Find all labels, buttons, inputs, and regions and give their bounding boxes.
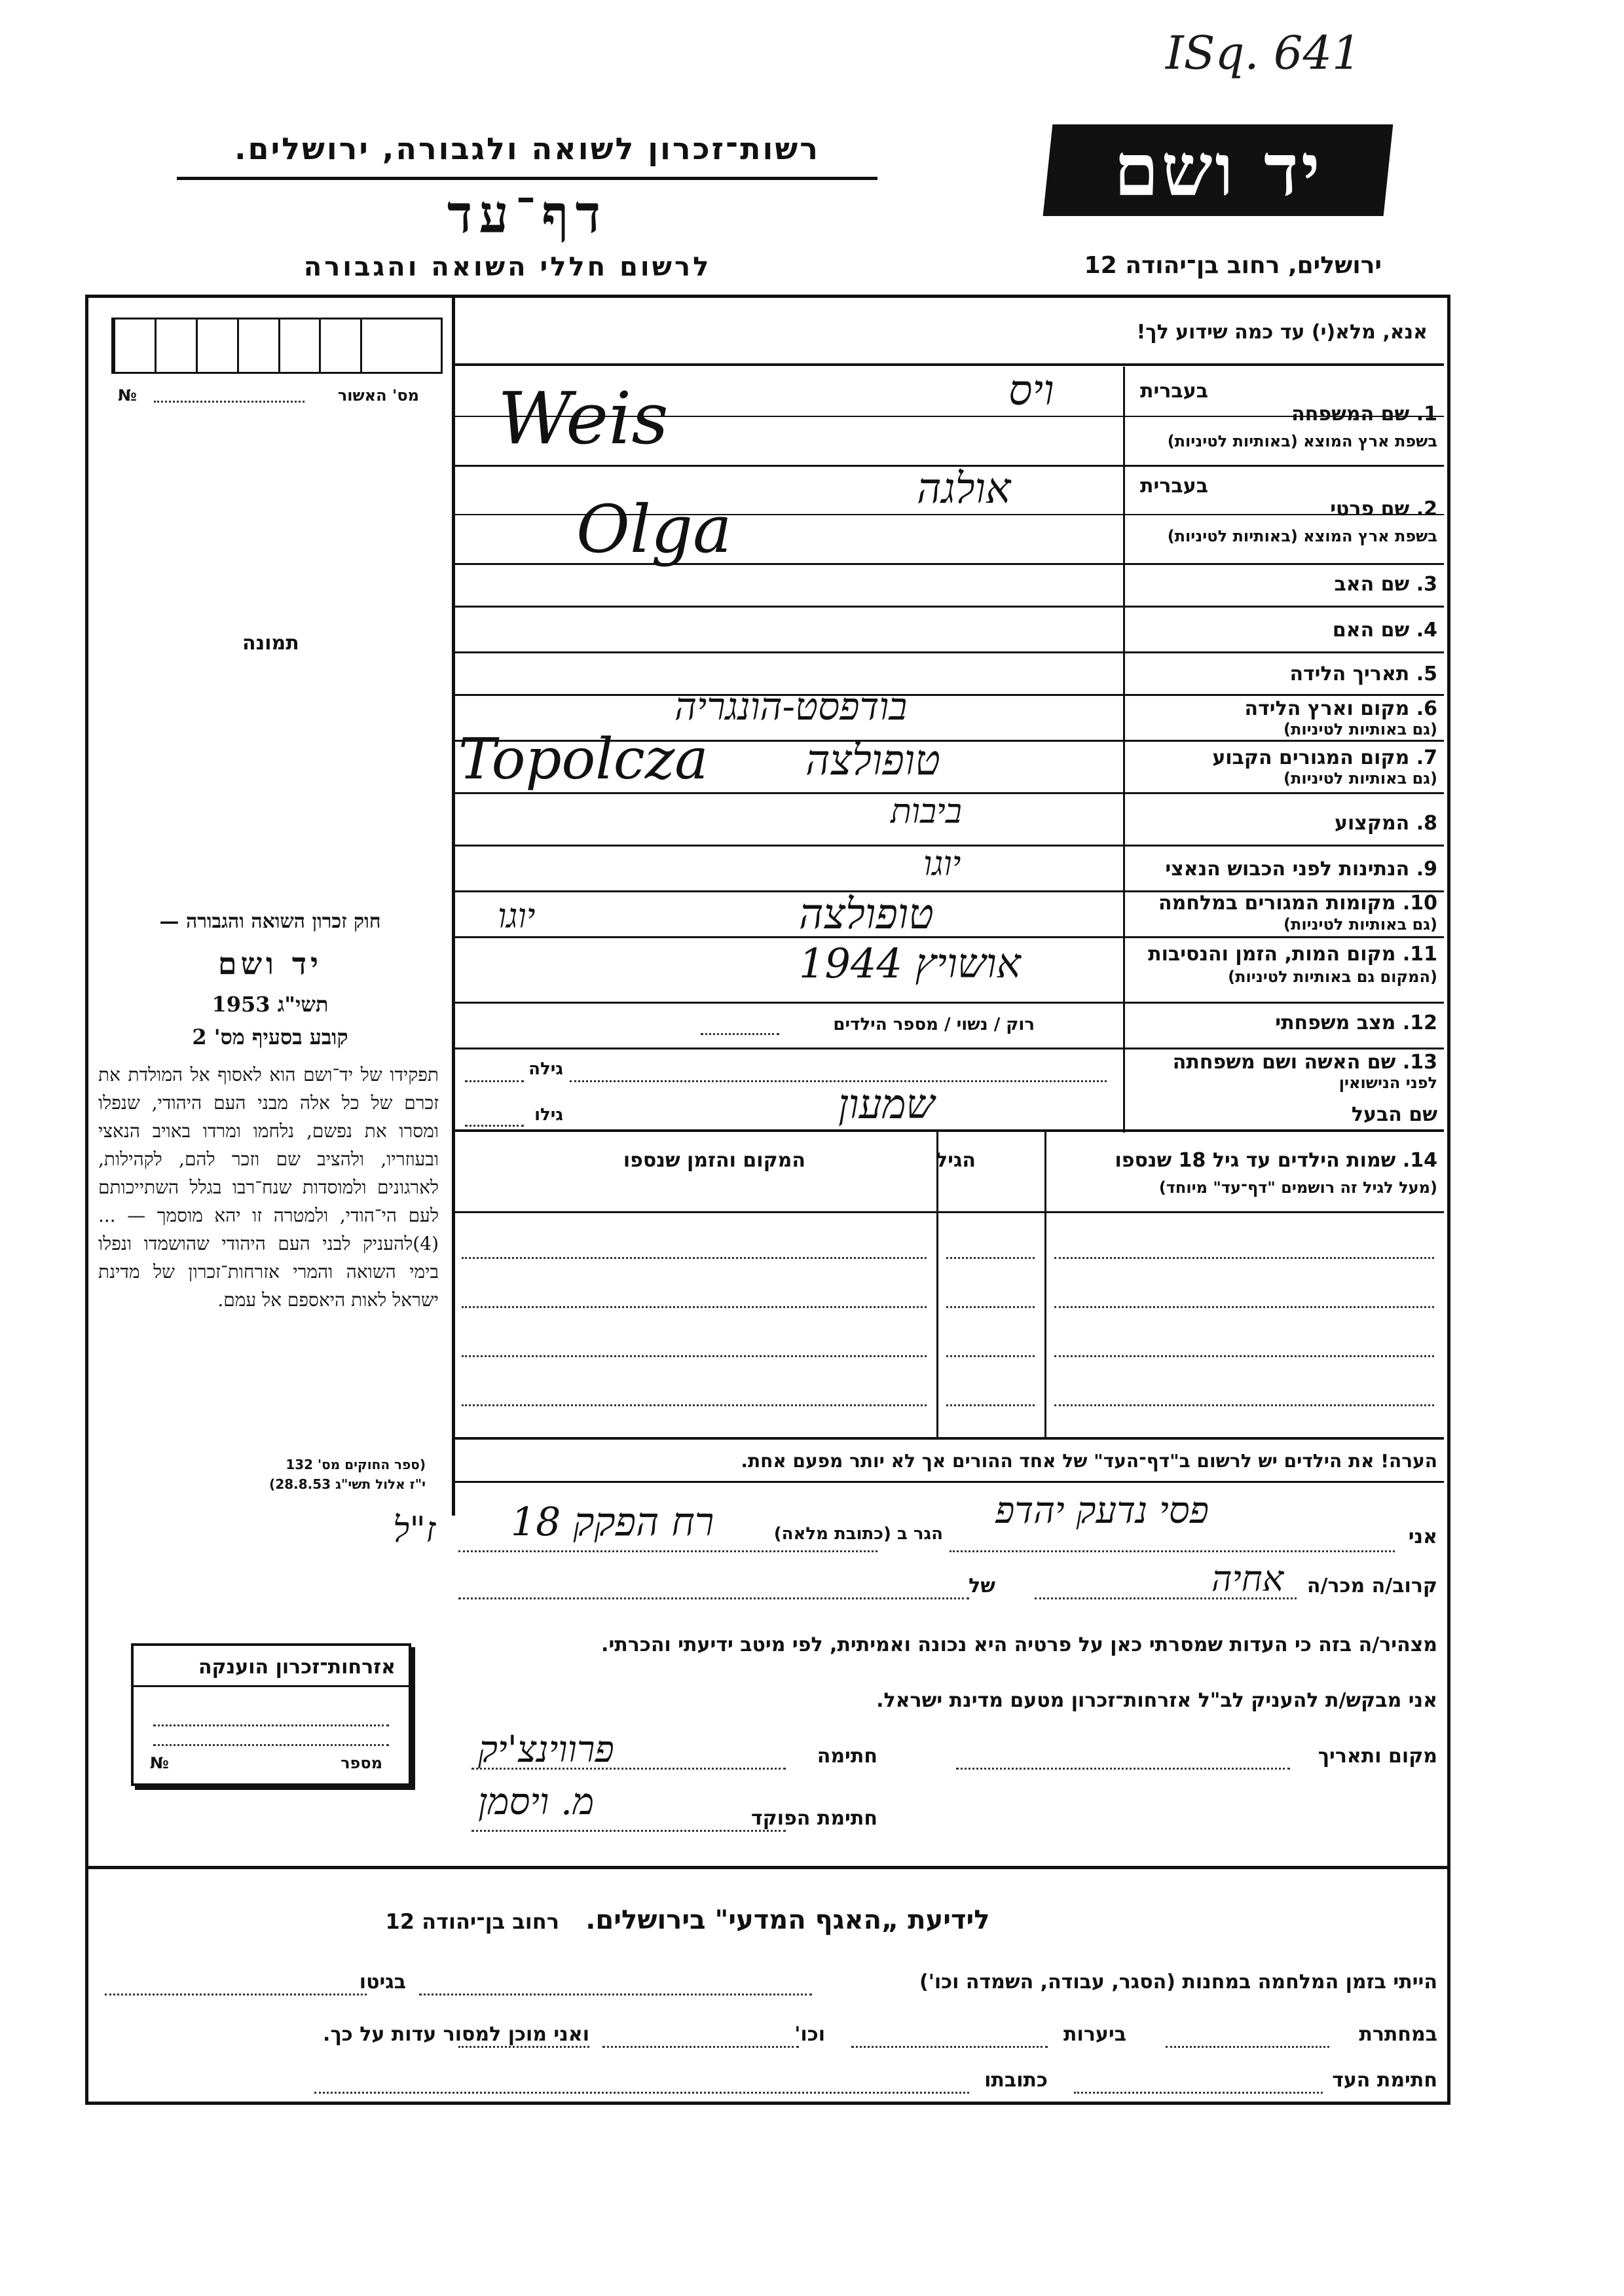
address: ירושלים, רחוב בן־יהודה 12 bbox=[1084, 252, 1382, 279]
law-clause: קובע בסעיף מס' 2 bbox=[192, 1025, 348, 1049]
logo-text: יד ושם bbox=[1113, 128, 1323, 212]
children-header-line bbox=[936, 1211, 1444, 1213]
note-line bbox=[452, 1481, 1444, 1483]
row-line bbox=[452, 651, 1444, 653]
signature-line bbox=[471, 1768, 786, 1770]
citizenship-title: אזרחות־זכרון הוענקה bbox=[198, 1656, 396, 1679]
law-year: תשי"ג 1953 bbox=[212, 992, 329, 1017]
approval-line bbox=[154, 401, 304, 403]
in-hebrew-label-2: בעברית bbox=[1140, 475, 1208, 498]
approval-boxes bbox=[111, 318, 443, 374]
child-row-line bbox=[462, 1306, 927, 1308]
label-column-divider bbox=[1123, 367, 1125, 1133]
ghetto-fill-line bbox=[105, 1994, 367, 1995]
instruction: אנא, מלא(י) עד כמה שידוע לך! bbox=[1136, 321, 1428, 344]
birth-place-sub: (גם באותיות לטיניות) bbox=[1283, 720, 1437, 738]
forests-label: ביערות bbox=[1063, 2023, 1126, 2046]
first-name-sub: בשפת ארץ המוצא (באותיות לטיניות) bbox=[1167, 527, 1437, 545]
witness-name-line bbox=[950, 1550, 1395, 1552]
law-title: חוק זכרון השואה והגבורה — bbox=[159, 910, 381, 933]
witness-address-label: כתובתו bbox=[984, 2069, 1048, 2092]
first-name-hebrew-value[interactable]: אולגה bbox=[917, 465, 1011, 513]
law-name: יד ושם bbox=[217, 946, 323, 981]
child-row-line bbox=[946, 1355, 1035, 1357]
law-text: תפקידו של יד־ושם הוא לאסוף אל המולדת את זכרם של כל אלה מבני העם היהודי, שנפלו ומסרו את נפשם, נלחמו ומרדו באויב הנאצי ובעוזריו, ולהציב שם וזכר להם, לקהילות, לארגונים ולמוסדות שנח־רבו בגלל השתייכותם לעם הי־הודי, ולמטרה זו יהא מוסמך — ...(4)להעניק לבני העם היהודי שהושמדו ונפלו בימי השואה והמרי אזרחות־זכרון של מדינת ישראל לאות היאספם אל עמם. bbox=[98, 1064, 439, 1311]
first-name-label: 2. שם פרטי bbox=[1330, 498, 1437, 520]
row-line bbox=[452, 1129, 1444, 1132]
wartime-residence-label: 10. מקומות המגורים במלחמה bbox=[1158, 892, 1437, 915]
approval-no: № bbox=[118, 386, 137, 405]
husband-value[interactable]: שמעון bbox=[838, 1080, 935, 1128]
marital-status-options[interactable]: רוק / נשוי / מספר הילדים bbox=[833, 1015, 1035, 1034]
residence-label: 7. מקום המגורים הקבוע bbox=[1212, 746, 1437, 769]
child-row-line bbox=[462, 1404, 927, 1406]
underground-label: במחתרת bbox=[1359, 2023, 1437, 2046]
camps-line: הייתי בזמן המלחמה במחנות (הסגר, עבודה, השמדה וכו') bbox=[919, 1971, 1437, 1994]
bottom-title-row bbox=[196, 1905, 1179, 1935]
citizenship-no: № bbox=[150, 1754, 169, 1772]
child-row-line bbox=[946, 1306, 1035, 1308]
place-date-label: מקום ותאריך bbox=[1318, 1745, 1437, 1768]
bottom-address: רחוב בן־יהודה 12 bbox=[385, 1909, 560, 1934]
form-title: דף־עד bbox=[447, 183, 608, 245]
ghetto-label: בגיטו bbox=[359, 1971, 406, 1994]
margin-note: ז"ל bbox=[393, 1509, 436, 1550]
father-name-label: 3. שם האב bbox=[1334, 573, 1437, 596]
citizenship-row-line bbox=[153, 1724, 389, 1726]
children-count-line bbox=[701, 1033, 779, 1035]
death-place-label: 11. מקום המות, הזמן והנסיבות bbox=[1148, 943, 1437, 966]
surname-sub: בשפת ארץ המוצא (באותיות לטיניות) bbox=[1167, 432, 1437, 450]
wife-age-line bbox=[465, 1080, 524, 1082]
wife-name-label: 13. שם האשה ושם משפחתה bbox=[1172, 1051, 1437, 1074]
wartime-residence-extra[interactable]: יוגו bbox=[498, 897, 536, 936]
relative-line bbox=[1035, 1597, 1297, 1599]
underground-fill-line bbox=[1166, 2046, 1329, 2048]
of-label: של bbox=[969, 1575, 995, 1597]
law-ref-2: י"ז אלול תשי"ג 28.8.53) bbox=[269, 1476, 426, 1492]
resides-line bbox=[458, 1550, 877, 1552]
citizenship-label: 9. הנתינות לפני הכבוש הנאצי bbox=[1165, 858, 1437, 881]
children-bottom-line bbox=[452, 1437, 1444, 1440]
wife-age-label: גילה bbox=[528, 1059, 563, 1079]
authority-title: רשות־זכרון לשואה ולגבורה, ירושלים. bbox=[234, 131, 820, 166]
birth-place-value[interactable]: בודפסט-הונגריה bbox=[674, 684, 908, 729]
ready-fill-line bbox=[458, 2046, 589, 2048]
citizenship-value[interactable]: יוגו bbox=[923, 845, 961, 884]
residence-sub: (גם באותיות לטיניות) bbox=[1283, 769, 1437, 788]
witness-signature-label: חתימת העד bbox=[1332, 2069, 1437, 2092]
surname-latin-value[interactable]: Weis bbox=[498, 376, 669, 460]
children-header-line bbox=[452, 1211, 936, 1213]
husband-age-label: גילו bbox=[534, 1105, 563, 1125]
instruction-line bbox=[452, 363, 1444, 366]
row-line bbox=[452, 1048, 1444, 1049]
child-row-line bbox=[946, 1257, 1035, 1259]
resides-value[interactable]: רח הפקק 18 bbox=[511, 1499, 714, 1545]
residence-latin-value[interactable]: Topolcza bbox=[458, 727, 709, 792]
residence-hebrew-value[interactable]: טופולצה bbox=[805, 737, 940, 785]
citizenship-box bbox=[131, 1643, 411, 1786]
profession-value[interactable]: ביבות bbox=[891, 792, 962, 831]
etc-label: וכו' bbox=[794, 2023, 825, 2046]
officer-signature-line bbox=[471, 1830, 786, 1832]
children-col-divider bbox=[936, 1129, 938, 1437]
mother-name-label: 4. שם האם bbox=[1332, 619, 1437, 642]
file-number: ISq. 641 bbox=[1166, 26, 1361, 80]
row-line bbox=[452, 606, 1444, 608]
photo-label: תמונה bbox=[242, 632, 299, 655]
request: אני מבקש/ת להעניק לב"ל אזרחות־זכרון מטעם מדינת ישראל. bbox=[876, 1689, 1437, 1712]
note: הערה! את הילדים יש לרשום ב"דף־העד" של אחד ההורים אך לא יותר מפעם אחת. bbox=[741, 1450, 1437, 1472]
wartime-residence-value[interactable]: טופולצה bbox=[799, 890, 934, 939]
row-line bbox=[452, 694, 1444, 696]
children-sub: (מעל לגיל זה רושמים "דף־עד" מיוחד) bbox=[1158, 1178, 1437, 1197]
surname-label: 1. שם המשפחה bbox=[1291, 403, 1437, 426]
officer-signature-value[interactable]: מ. ויסמן bbox=[478, 1781, 595, 1823]
child-row-line bbox=[462, 1355, 927, 1357]
place-date-line bbox=[956, 1768, 1290, 1770]
i-label: אני bbox=[1408, 1525, 1437, 1548]
citizenship-row-line bbox=[153, 1744, 389, 1746]
birth-place-label: 6. מקום וארץ הלידה bbox=[1244, 697, 1437, 720]
signature-value[interactable]: פרווינצ'יק bbox=[478, 1728, 614, 1771]
witness-name-value[interactable]: פסי נדעק יהדפ bbox=[995, 1489, 1209, 1532]
etc-fill-line bbox=[602, 2046, 799, 2048]
wartime-residence-sub: (גם באותיות לטיניות) bbox=[1283, 915, 1437, 934]
left-panel bbox=[88, 298, 455, 1516]
husband-label: שם הבעל bbox=[1351, 1103, 1437, 1126]
death-place-sub: (המקום גם באותיות לטיניות) bbox=[1228, 968, 1437, 986]
in-hebrew-label-1: בעברית bbox=[1140, 380, 1208, 403]
child-row-line bbox=[1054, 1306, 1434, 1308]
child-row-line bbox=[1054, 1404, 1434, 1406]
children-col-divider bbox=[1044, 1129, 1046, 1437]
child-row-line bbox=[462, 1257, 927, 1259]
form-subtitle: לרשום חללי השואה והגבורה bbox=[303, 252, 712, 282]
child-row-line bbox=[1054, 1355, 1434, 1357]
child-row-line bbox=[1054, 1257, 1434, 1259]
row-line bbox=[452, 936, 1444, 938]
col-age-label: הגיל bbox=[936, 1149, 976, 1172]
yad-vashem-logo bbox=[1043, 124, 1393, 216]
declaration: מצהיר/ה בזה כי העדות שמסרתי כאן על פרטיה היא נכונה ואמיתית, לפי מיטב ידיעתי והכרתי. bbox=[601, 1633, 1437, 1656]
bottom-title: לידיעת „האגף המדעי" בירושלים. bbox=[585, 1905, 990, 1935]
witness-address-line bbox=[314, 2092, 969, 2094]
relative-label: קרוב/ה מכר/ה bbox=[1306, 1575, 1437, 1597]
birth-date-label: 5. תאריך הלידה bbox=[1289, 663, 1437, 685]
profession-label: 8. המקצוע bbox=[1335, 812, 1437, 835]
ready-label: ואני מוכן למסור עדות על כך. bbox=[323, 2023, 589, 2046]
signature-label: חתימה bbox=[817, 1745, 877, 1768]
frame-divider bbox=[85, 1866, 1447, 1869]
witness-signature-line bbox=[1074, 2092, 1323, 2094]
law-ref-1: (ספר החוקים מס' 132 bbox=[286, 1457, 426, 1472]
resides-label: הגר ב (כתובת מלאה) bbox=[773, 1524, 943, 1544]
children-label: 14. שמות הילדים עד גיל 18 שנספו bbox=[1115, 1149, 1437, 1172]
citizenship-number: מספר bbox=[341, 1754, 382, 1772]
authority-underline bbox=[177, 177, 877, 180]
camps-fill-line bbox=[419, 1994, 812, 1995]
surname-hebrew-value[interactable]: ויס bbox=[1008, 367, 1054, 415]
marital-status-label: 12. מצב משפחתי bbox=[1275, 1011, 1437, 1034]
col-place-label: המקום והזמן שנספו bbox=[623, 1149, 805, 1172]
death-place-value[interactable]: אושויץ 1944 bbox=[799, 939, 1021, 987]
citizenship-title-line bbox=[134, 1685, 409, 1687]
husband-age-line bbox=[465, 1125, 524, 1127]
row-line bbox=[452, 1002, 1444, 1004]
first-name-latin-value[interactable]: Olga bbox=[576, 491, 732, 568]
of-line bbox=[458, 1597, 969, 1599]
officer-signature-label: חתימת הפוקד bbox=[751, 1807, 877, 1830]
relative-value[interactable]: אחיה bbox=[1211, 1558, 1284, 1599]
forests-fill-line bbox=[851, 2046, 1048, 2048]
child-row-line bbox=[946, 1404, 1035, 1406]
wife-name-sub: לפני הנישואין bbox=[1338, 1074, 1437, 1092]
approval-label: מס' האשור bbox=[337, 386, 419, 405]
